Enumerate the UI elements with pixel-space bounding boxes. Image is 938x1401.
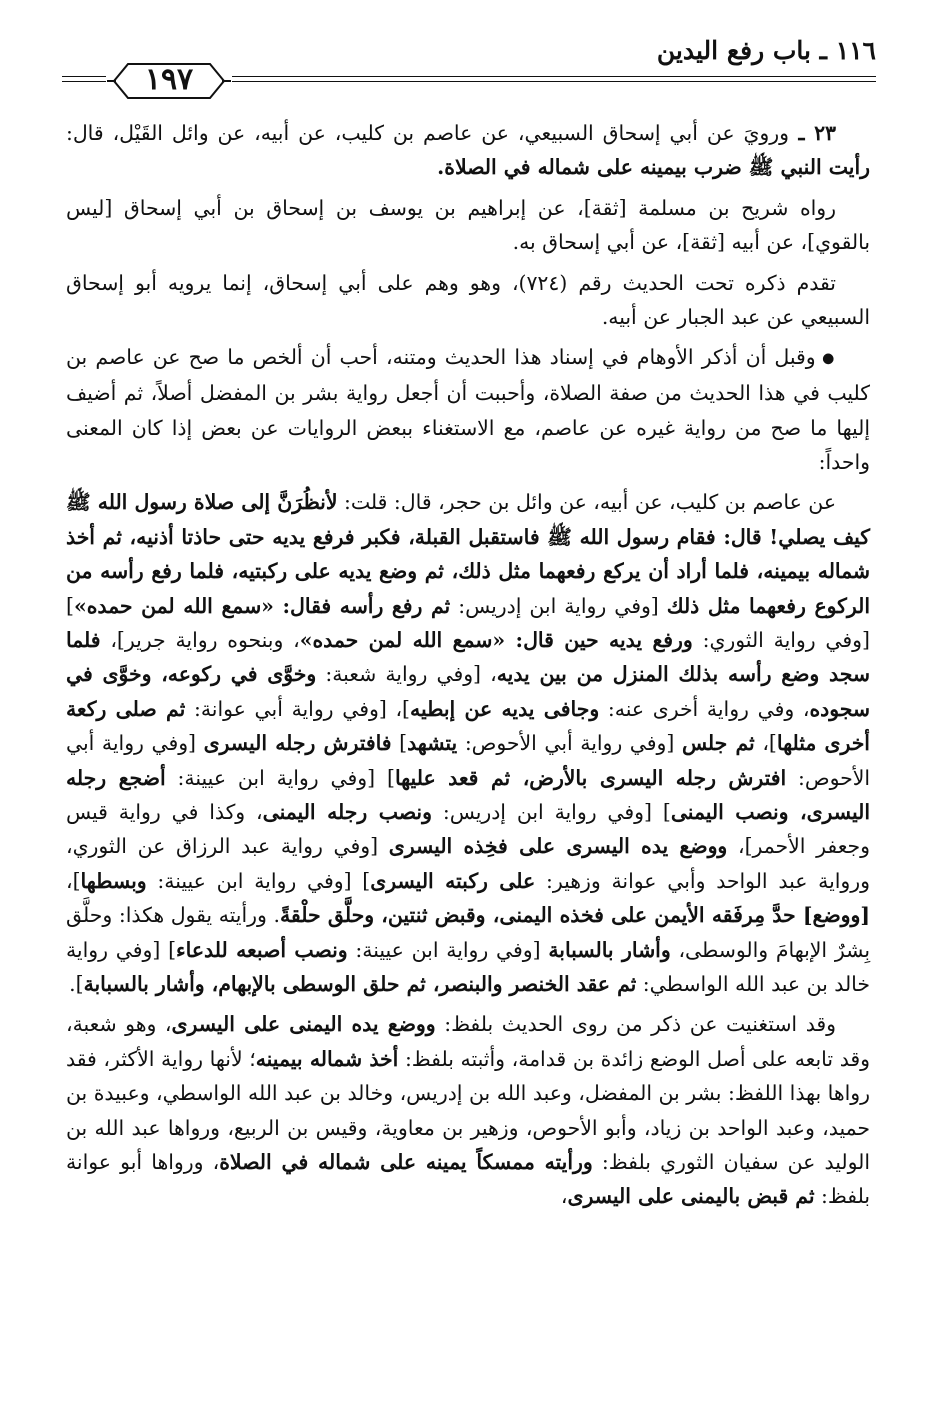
text-span: ، وبنحوه رواية جرير]،	[100, 627, 300, 652]
text-span: [وفي رواية ابن إدريس:	[450, 593, 667, 618]
bold-span: وخوَّى في ركوعه، وخوَّى في سجوده	[66, 662, 871, 721]
text-span: [وفي رواية ابن عيينة:	[347, 937, 549, 962]
bold-span: ووضع يده اليمنى على اليسرى	[171, 1012, 436, 1037]
text-span: ]	[391, 731, 408, 756]
bold-span: وجافى يديه عن إبطيه	[410, 696, 600, 721]
bold-span: [ووضع] حدَّ مِرفَقه الأيمن على فخذه اليمنى، وقبض ثنتين، وحلَّق حلْقةً	[279, 903, 870, 928]
text-span: ]،	[66, 868, 81, 893]
bold-span: لأنظُرَنَّ إلى صلاة رسول الله ﷺ كيف يصلي! قال:	[66, 490, 870, 549]
text-span: ]،	[754, 731, 777, 756]
text-span: ] [وفي رواية ابن عيينة:	[165, 765, 395, 790]
bold-span: ثم عقد الخنصر والبنصر، ثم حلق الوسطى بالإبهام، وأشار بالسبابة	[83, 972, 637, 997]
text-span: ، وهو شعبة، وقد تابعه على أصل الوضع زائدة بن قدامة، وأثبته بلفظ:	[66, 1012, 870, 1071]
text-span: ، وكذا في رواية قيس وجعفر الأحمر]،	[66, 800, 870, 859]
bullet-text: وقبل أن أذكر الأوهام في إسناد هذا الحديث ومتنه، أحب أن ألخص ما صح عن عاصم بن كليب في هذا الحديث من صفة الصلاة، وأحببت أن أجعل رواية بشر بن المفضل أصلاً، ثم أضيف إليها ما صح من رواية غيره عن عاصم، مع الاستغناء ببعض الروايات عن بعض إذا كان المعنى واحداً:	[66, 345, 870, 474]
bullet-icon: ●	[822, 350, 836, 367]
body-text	[66, 116, 870, 1220]
bold-span: ثم رفع رأسه فقال: «سمع الله لمن حمده»	[73, 593, 451, 618]
bold-span: أخذ شماله بيمينه	[255, 1046, 399, 1071]
bold-span: ثم قبض باليمنى على اليسرى	[567, 1184, 815, 1209]
chapter-title: ١١٦ ـ باب رفع اليدين	[656, 36, 876, 65]
bold-span: فقام رسول الله ﷺ فاستقبل القبلة، فكبر فرفع يديه حتى حاذتا أذنيه، ثم أخذ شماله بيمينه، فلما أراد أن يركع رفعهما مثل ذلك، ثم وضع يديه على ركبتيه، فلما رفع رأسه من الركوع رفعهما مثل ذلك	[66, 524, 870, 618]
narration-text: ورويَ عن أبي إسحاق السبيعي، عن عاصم بن كليب، عن أبيه، عن وائل القَيْل، قال:	[66, 121, 789, 145]
chain-text: رواه شريح بن مسلمة [ثقة]، عن إبراهيم بن يوسف بن إسحاق بن أبي إسحاق [ليس بالقوي]، عن أبيه [ثقة]، عن أبي إسحاق به.	[66, 195, 870, 255]
bold-span: وأشار بالسبابة	[548, 937, 671, 962]
text-span: وقد استغنيت عن ذكر من روى الحديث بلفظ:	[435, 1012, 836, 1037]
bullet-paragraph	[66, 340, 870, 479]
bold-span: يتشهد	[407, 731, 458, 756]
text-span: عن عاصم بن كليب، عن أبيه، عن وائل بن حجر، قال: قلت:	[337, 490, 836, 515]
text-span: [وفي رواية أبي الأحوص:	[457, 731, 682, 756]
text-span: ،	[560, 1184, 568, 1209]
bold-span: ووضع يده اليسرى على فخِذه اليسرى	[388, 834, 728, 859]
bold-span: ونصب أصبعه للدعاء	[176, 937, 348, 962]
text-span: ، [وفي رواية شعبة:	[316, 662, 497, 687]
hadith-23-paragraph	[66, 116, 870, 185]
bold-span: ورأيته ممسكاً يمينه على شماله في الصلاة	[219, 1150, 593, 1175]
text-span: ] [وفي رواية ابن إدريس:	[431, 800, 671, 825]
text-span: [وفي رواية عبد الرزاق عن الثوري، ورواية عبد الواحد وأبي عوانة وزهير:	[66, 834, 870, 893]
text-span: ].	[69, 972, 84, 997]
bold-span: وبسطها	[80, 868, 147, 893]
page-header	[62, 36, 876, 116]
closing-paragraph	[66, 1007, 870, 1213]
text-span: ]، [وفي رواية أبي عوانة:	[185, 696, 411, 721]
hadith-text-bold: رأيت النبي ﷺ ضرب بيمينه على شماله في الصلاة.	[437, 155, 870, 180]
comment-paragraph	[66, 266, 870, 335]
page-number-badge	[106, 58, 232, 104]
text-span: ] [وفي رواية الثوري:	[66, 593, 870, 652]
bold-span: فلما سجد وضع رأسه بذلك المنزل من بين يديه	[66, 627, 870, 687]
text-span: ؛ لأنها رواية الأكثر، فقد رواها بهذا اللفظ: بشر بن المفضل، وعبد الله بن إدريس، وخالد بن عبد الله الواسطي، وعبيدة بن حميد، وعبد الواحد بن زياد، وأبو الأحوص، وزهير بن معاوية، وقيس بن الربيع، ورواها عبد الله بن الوليد عن سفيان الثوري بلفظ:	[66, 1046, 871, 1175]
bold-span: ثم جلس	[681, 731, 755, 756]
bold-span: ثم صلى ركعة أخرى مثلها	[66, 696, 870, 756]
hadith-number: ٢٣ ـ	[788, 121, 837, 145]
text-span: ] [وفي رواية ابن عيينة:	[146, 868, 371, 893]
text-span: ، وفي رواية أخرى عنه:	[599, 696, 810, 721]
bold-span: افترش رجله اليسرى بالأرض، ثم قعد عليها	[394, 765, 787, 790]
text-span: . ورأيته يقول هكذا: وحلَّق بِشرٌ الإبهامَ والوسطى،	[66, 903, 870, 962]
text-span: [وفي رواية أبي الأحوص:	[66, 731, 870, 790]
bold-span: ورفع يديه حين قال: «سمع الله لمن حمده»	[299, 627, 693, 652]
compiled-hadith-paragraph	[66, 485, 870, 1001]
bold-span: أضجع رجله اليسرى، ونصب اليمنى	[66, 765, 871, 825]
page-number: ١٩٧	[144, 62, 194, 97]
bold-span: فافترش رجله اليسرى	[203, 731, 392, 756]
comment-text: تقدم ذكره تحت الحديث رقم (٧٢٤)، وهو وهم على أبي إسحاق، إنما يرويه أبو إسحاق السبيعي عن عبد الجبار عن أبيه.	[66, 270, 870, 330]
chain-paragraph	[66, 191, 870, 260]
bold-span: ونصب رجله اليمنى	[262, 800, 432, 825]
text-span: ، ورواها أبو عوانة بلفظ:	[66, 1150, 870, 1209]
text-span: ] [وفي رواية خالد بن عبد الله الواسطي:	[66, 937, 870, 997]
bold-span: على ركبته اليسرى	[370, 868, 536, 893]
